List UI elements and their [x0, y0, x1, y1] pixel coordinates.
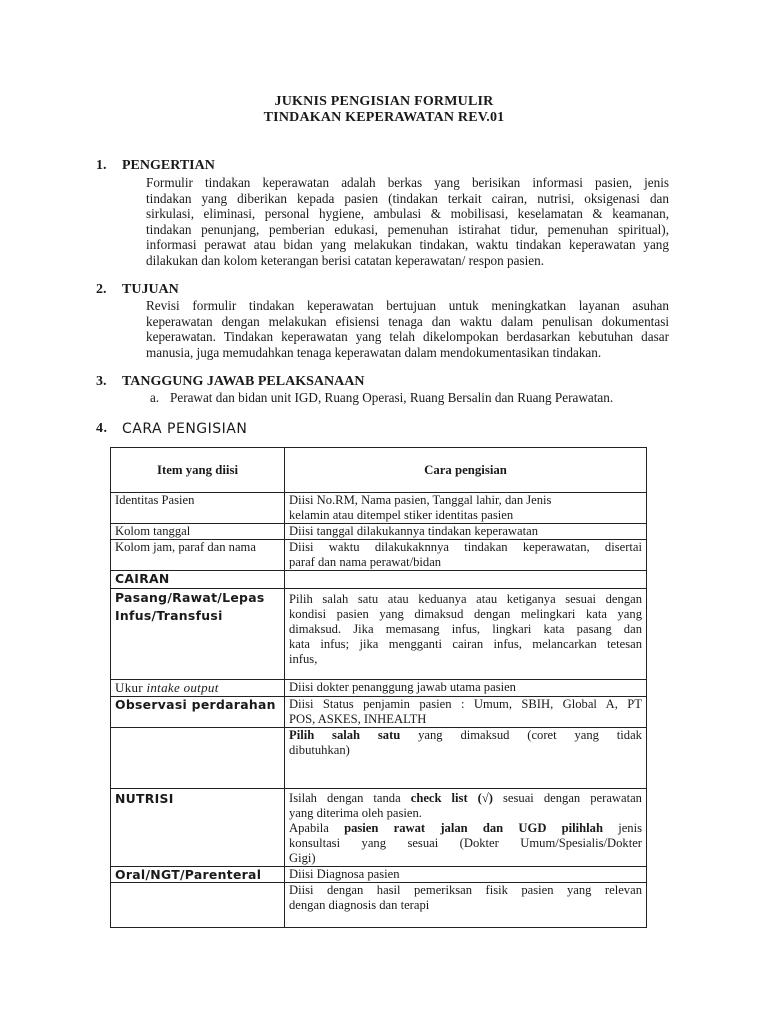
item-cell: Identitas Pasien [111, 493, 285, 524]
table-row [111, 589, 647, 680]
item-cell: Observasi perdarahan [111, 697, 285, 728]
section-tanggung-jawab-heading [96, 374, 365, 390]
section-title: TANGGUNG JAWAB PELAKSANAAN [122, 374, 365, 389]
cell-line: konsultasi yang sesuai (Dokter Umum/Spesialis/Dokter [289, 836, 642, 850]
item-cell: Kolom tanggal [111, 524, 285, 540]
text-line: Revisi formulir tindakan keperawatan bertujuan untuk meningkatkan layanan asuhan [146, 298, 669, 313]
cara-cell: Diisi tanggal dilakukannya tindakan keperawatan [285, 524, 647, 540]
empty-cell [285, 571, 647, 589]
cell-line: dengan diagnosis dan terapi [289, 898, 430, 912]
text-line: keperawatan. Tindakan keperawatan yang telah dikelompokan berdasarkan kebutuhan dasar [146, 329, 669, 345]
text-line: informasi perawat atau bidan yang melakukan tindakan, waktu tindakan keperawatan yang [146, 237, 669, 253]
cara-cell [285, 493, 647, 524]
text-line: manusia, juga memudahkan tenaga keperawatan dalam mendokumentasikan tindakan. [146, 344, 602, 360]
table-row [111, 728, 647, 789]
cara-cell [285, 589, 647, 680]
cell-line: kata infus; jika mengganti cairan infus, melancarkan tetesan [289, 637, 642, 651]
cara-cell: Diisi Diagnosa pasien [285, 867, 647, 883]
cara-cell [285, 697, 647, 728]
cara-cell: Diisi dokter penanggung jawab utama pasien [285, 680, 647, 697]
section-number: 3. [96, 374, 107, 389]
cell-line: kelamin atau ditempel stiker identitas pasien [289, 508, 514, 522]
cell-line: POS, ASKES, INHEALTH [289, 712, 427, 726]
item-cell [111, 680, 285, 697]
list-letter: a. [150, 390, 160, 405]
category-cell: NUTRISI [111, 789, 285, 867]
section-pengertian-heading [96, 158, 215, 174]
bold-text: Pilih salah satu [289, 728, 401, 742]
cell-text: Apabila [289, 821, 345, 835]
item-cell: Kolom jam, paraf dan nama [111, 540, 285, 571]
item-cell [111, 589, 285, 680]
header-item: Item yang diisi [111, 448, 285, 493]
section-title: TUJUAN [122, 282, 179, 297]
table-row [111, 524, 647, 540]
section-tujuan-heading [96, 282, 179, 298]
empty-cell [111, 728, 285, 789]
cell-text: Isilah dengan tanda [289, 791, 411, 805]
cara-cell [285, 540, 647, 571]
cell-line [289, 821, 642, 836]
cell-line: Diisi waktu dilakukaknnya tindakan keperawatan, disertai [289, 540, 642, 554]
cell-line: Infus/Transfusi [115, 608, 223, 623]
cell-line: Pasang/Rawat/Lepas [115, 590, 265, 605]
cell-text: sesuai dengan perawatan [492, 791, 642, 805]
cell-line: Pilih salah satu atau keduanya atau ketiganya sesuai dengan [289, 592, 642, 606]
cell-line: Diisi Status penjamin pasien : Umum, SBIH, Global A, PT [289, 697, 642, 711]
cell-text: yang dimaksud (coret yang tidak [400, 728, 642, 742]
cell-line: Diisi dengan hasil pemeriksan fisik pasien yang relevan [289, 883, 642, 897]
section-tujuan-body [146, 298, 669, 360]
cara-pengisian-table [110, 447, 647, 928]
item-cell: Oral/NGT/Parenteral [111, 867, 285, 883]
text-line: tindakan yang diberikan kepada pasien (tindakan terkait cairan, nutrisi, oksigenasi dan [146, 190, 669, 206]
section-number: 1. [96, 158, 107, 173]
text-line: dilakukan dan kolom keterangan berisi catatan keperawatan/ respon pasien. [146, 252, 545, 268]
cara-cell [285, 883, 647, 928]
section-tanggung-jawab-item [150, 390, 614, 406]
table-row [111, 867, 647, 883]
cell-line: paraf dan nama perawat/bidan [289, 555, 442, 569]
section-cara-pengisian-heading [96, 421, 248, 437]
doc-title-line2: TINDAKAN KEPERAWATAN REV.01 [263, 110, 505, 125]
text-line: tindakan penunjang, pemberian edukasi, pemenuhan istirahat tidur, pemenuhan spiritual), [146, 221, 669, 237]
table-row [111, 697, 647, 728]
cell-line: yang diterima oleh pasien. [289, 806, 422, 820]
table-row [111, 571, 647, 589]
cell-line: Gigi) [289, 851, 316, 865]
cara-cell [285, 789, 647, 867]
list-item-text: Perawat dan bidan unit IGD, Ruang Operasi, Ruang Bersalin dan Ruang Perawatan. [170, 390, 614, 405]
text-line: Formulir tindakan keperawatan adalah berkas yang berisikan informasi pasien, jenis [146, 175, 669, 190]
bold-text: pasien rawat jalan dan UGD pilihlah [344, 821, 603, 835]
cell-line: Diisi No.RM, Nama pasien, Tanggal lahir, dan Jenis [289, 493, 552, 507]
cara-cell [285, 728, 647, 789]
cell-line: kondisi pasien yang dimaksud dengan melingkari kata yang [289, 607, 642, 621]
section-number: 2. [96, 282, 107, 297]
table-header-row [111, 448, 647, 493]
header-cara: Cara pengisian [285, 448, 647, 493]
cell-line [289, 728, 642, 743]
bold-text: check list (√) [410, 791, 493, 805]
empty-cell [111, 883, 285, 928]
table-row [111, 883, 647, 928]
cell-line [289, 791, 642, 806]
doc-title-line1: JUKNIS PENGISIAN FORMULIR [274, 94, 494, 109]
section-pengertian-body [146, 175, 669, 269]
table-row [111, 680, 647, 697]
table-row [111, 789, 647, 867]
section-number: 4. [96, 421, 108, 436]
cell-text-italic: intake output [146, 680, 219, 695]
table-row [111, 493, 647, 524]
text-line: keperawatan dengan melakukan efisiensi tenaga dan waktu dalam penulisan dokumentasi [146, 313, 669, 329]
cell-line: dimaksud. Jika memasang infus, lingkari kata pasang dan [289, 622, 642, 636]
cell-text: Ukur [115, 680, 147, 695]
table-row [111, 540, 647, 571]
category-cell: CAIRAN [111, 571, 285, 589]
section-title: PENGERTIAN [122, 158, 215, 173]
cell-line: dibutuhkan) [289, 743, 350, 757]
cell-line: infus, [289, 652, 318, 666]
text-line: sirkulasi, eliminasi, personal hygiene, ambulasi & mobilisasi, keselamatan & keamanan, [146, 206, 669, 222]
section-title: CARA PENGISIAN [122, 421, 248, 437]
cell-text: jenis [602, 821, 642, 835]
